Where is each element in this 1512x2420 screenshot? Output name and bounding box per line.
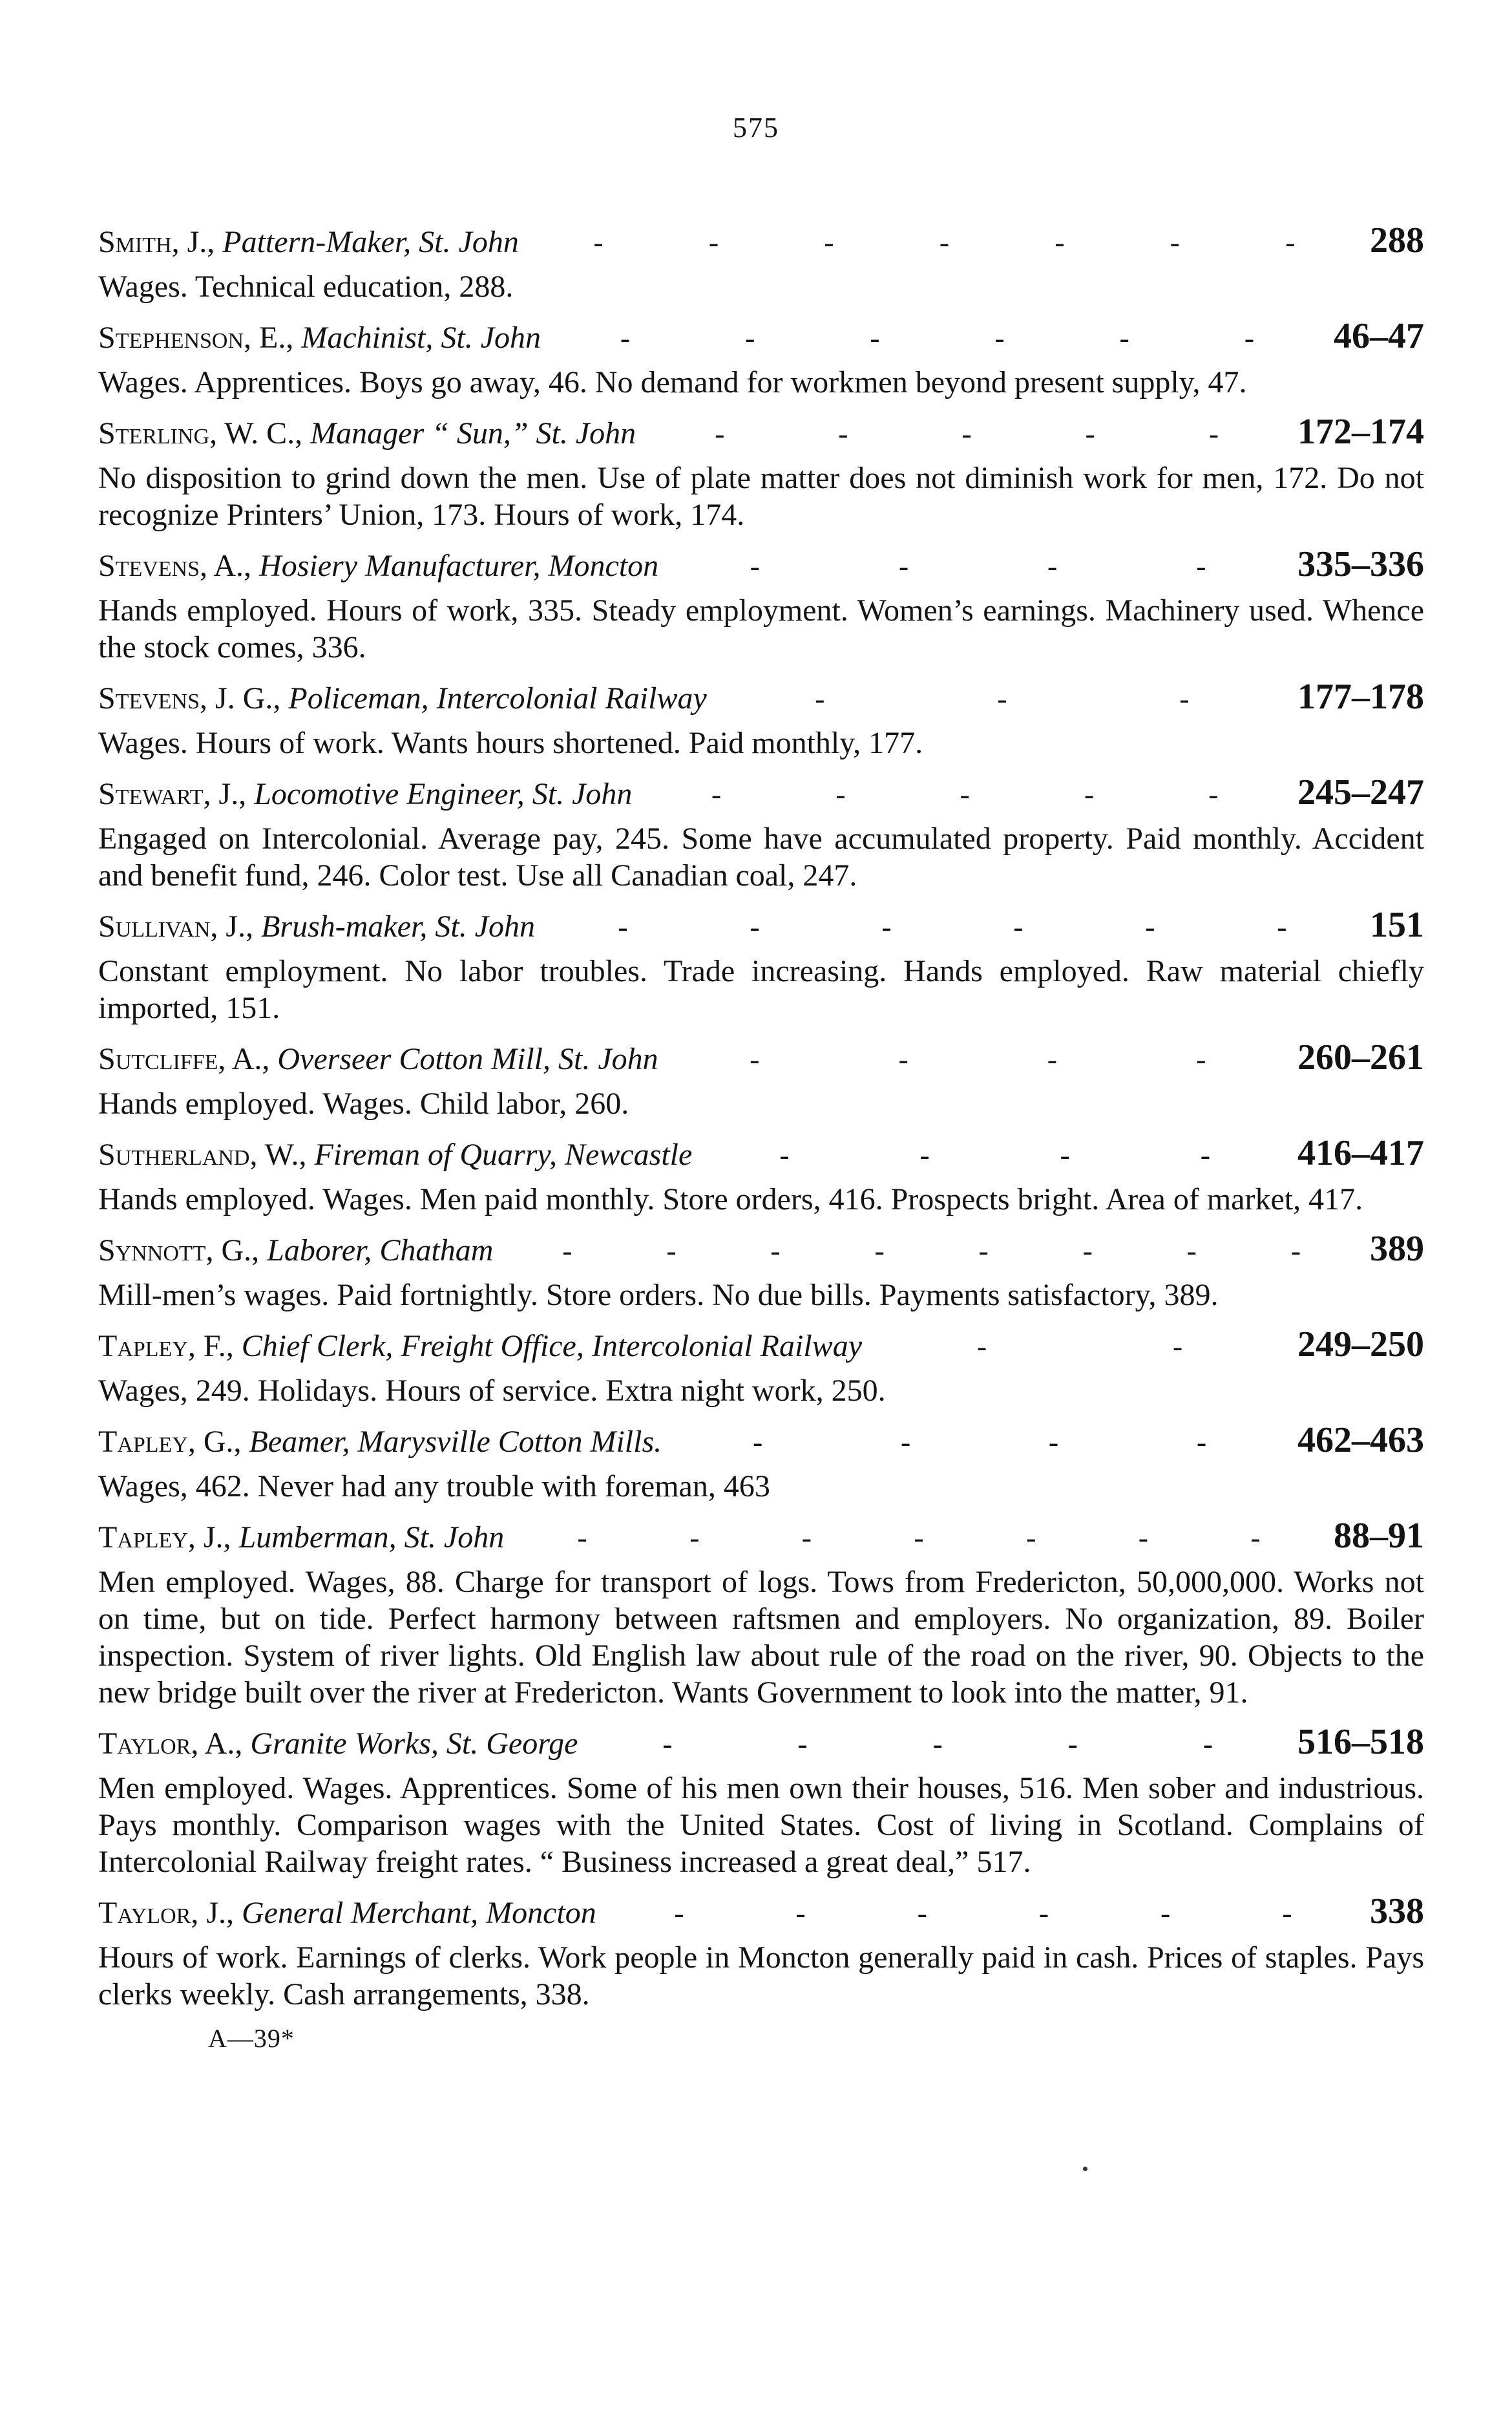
index-entry xyxy=(98,1324,1424,1409)
entry-heading xyxy=(98,904,1424,953)
leader-dashes: - - - xyxy=(815,682,1190,715)
entry-surname: Synnott xyxy=(98,1233,206,1268)
entry-initials: , J., xyxy=(210,909,262,944)
index-entry xyxy=(98,1891,1424,2013)
index-entry xyxy=(98,904,1424,1026)
leader-dashes: - - - - - - xyxy=(620,321,1255,354)
leader-dashes: - - - - xyxy=(750,549,1206,582)
index-entry xyxy=(98,1037,1424,1122)
leader-dashes: - - - - - - - - xyxy=(562,1234,1301,1267)
entry-surname: Smith xyxy=(98,225,172,259)
entry-initials: , A., xyxy=(200,549,260,583)
entry-pages: 462–463 xyxy=(1297,1420,1424,1460)
index-entry xyxy=(98,772,1424,894)
entry-initials: , J., xyxy=(191,1896,242,1930)
entry-text: Constant employment. No labor troubles. Trade increasing. Hands employed. Raw material chiefly imported, 151. xyxy=(98,954,1424,1025)
entry-occupation: Locomotive Engineer, St. John xyxy=(254,777,633,811)
entry-surname: Taylor xyxy=(98,1896,191,1930)
entry-text: Wages. Apprentices. Boys go away, 46. No demand for workmen beyond present supply, 47. xyxy=(98,365,1247,399)
entry-heading xyxy=(98,1228,1424,1277)
index-entry xyxy=(98,1419,1424,1505)
entry-occupation: General Merchant, Moncton xyxy=(242,1896,596,1930)
page-number: 575 xyxy=(733,112,779,143)
leader-dashes: - - - - - - xyxy=(618,910,1287,943)
entry-initials: , W. C., xyxy=(209,416,311,451)
index-entry xyxy=(98,1515,1424,1711)
entry-text: Hands employed. Wages. Men paid monthly. Store orders, 416. Prospects bright. Area of market, 417. xyxy=(98,1182,1363,1216)
entry-pages: 46–47 xyxy=(1334,316,1424,356)
leader-dashes: - - - - - xyxy=(715,417,1219,450)
entry-text: Wages, 462. Never had any trouble with foreman, 463 xyxy=(98,1469,770,1503)
entry-pages: 249–250 xyxy=(1297,1324,1424,1364)
entry-heading xyxy=(98,1324,1424,1372)
entry-pages: 172–174 xyxy=(1297,412,1424,452)
entry-initials: , G., xyxy=(205,1233,268,1268)
index-entry xyxy=(98,1228,1424,1313)
entry-heading xyxy=(98,772,1424,820)
entry-initials: , W., xyxy=(249,1138,315,1172)
entry-text: Hands employed. Wages. Child labor, 260. xyxy=(98,1087,629,1121)
entry-text: Mill-men’s wages. Paid fortnightly. Store orders. No due bills. Payments satisfactory, 389. xyxy=(98,1278,1219,1312)
entry-initials: , J., xyxy=(187,1520,239,1555)
leader-dashes: - - - - - - - xyxy=(593,226,1296,259)
entry-surname: Taylor xyxy=(98,1726,191,1761)
entry-surname: Stevens xyxy=(98,549,200,583)
entry-heading xyxy=(98,676,1424,725)
entry-surname: Tapley xyxy=(98,1425,188,1459)
leader-dashes: - - xyxy=(976,1330,1183,1363)
leader-dashes: - - - - - xyxy=(711,778,1219,811)
entry-pages: 335–336 xyxy=(1297,544,1424,584)
index-entry xyxy=(98,220,1424,305)
index-entry xyxy=(98,544,1424,666)
entry-initials: , F., xyxy=(187,1329,242,1363)
entry-pages: 389 xyxy=(1370,1229,1424,1269)
entry-heading xyxy=(98,1132,1424,1181)
entry-heading xyxy=(98,1721,1424,1770)
entry-occupation: Pattern-Maker, St. John xyxy=(222,225,519,259)
entry-heading xyxy=(98,1891,1424,1939)
entry-occupation: Overseer Cotton Mill, St. John xyxy=(277,1042,658,1076)
index-entry xyxy=(98,1721,1424,1880)
entry-initials: , G., xyxy=(187,1425,249,1459)
entry-text: Hands employed. Hours of work, 335. Steady employment. Women’s earnings. Machinery used. Whence the stock comes, 336. xyxy=(98,593,1424,664)
index-entry xyxy=(98,676,1424,761)
entry-pages: 151 xyxy=(1370,905,1424,945)
leader-dashes: - - - - - - - xyxy=(577,1521,1261,1554)
entry-name xyxy=(98,224,519,260)
entry-heading xyxy=(98,1037,1424,1085)
entry-name xyxy=(98,1041,658,1077)
entry-text: Men employed. Wages. Apprentices. Some of his men own their houses, 516. Men sober and industrious. Pays monthly. Comparison wages with the United States. Cost of living in Scotland. Complains of Intercolonial Railway freight rates. “ Business increased a great deal,” 517. xyxy=(98,1771,1424,1879)
entry-text: Wages, 249. Holidays. Hours of service. Extra night work, 250. xyxy=(98,1374,886,1408)
index-entry xyxy=(98,411,1424,533)
entry-initials: , A., xyxy=(191,1726,251,1761)
entry-heading xyxy=(98,315,1424,364)
leader-dashes: - - - - - xyxy=(662,1727,1213,1760)
entry-occupation: Granite Works, St. George xyxy=(250,1726,578,1761)
entry-pages: 260–261 xyxy=(1297,1037,1424,1077)
entry-text: Hours of work. Earnings of clerks. Work people in Moncton generally paid in cash. Prices of staples. Pays clerks weekly. Cash arrangements, 338. xyxy=(98,1940,1424,2011)
entry-initials: , J., xyxy=(203,777,255,811)
entry-text: Wages. Technical education, 288. xyxy=(98,270,514,304)
entry-pages: 88–91 xyxy=(1334,1516,1424,1556)
entry-name xyxy=(98,681,707,716)
leader-dashes: - - - - xyxy=(750,1043,1206,1076)
entry-surname: Sutcliffe xyxy=(98,1042,218,1076)
entry-occupation: Fireman of Quarry, Newcastle xyxy=(314,1138,693,1172)
entry-text: Men employed. Wages, 88. Charge for transport of logs. Tows from Fredericton, 50,000,000. Works not on time, but on tide. Perfect harmony between raftsmen and employers. No organization, 89. Boiler inspection. System of river lights. Old English law about rule of the road on the river, 90. Objects to the new bridge built over the river at Fredericton. Wants Government to look into the matter, 91. xyxy=(98,1565,1424,1710)
stray-dot xyxy=(1083,2167,1087,2171)
entry-surname: Sutherland xyxy=(98,1138,250,1172)
entry-name xyxy=(98,1424,662,1459)
entry-occupation: Beamer, Marysville Cotton Mills. xyxy=(249,1425,662,1459)
entry-surname: Stewart xyxy=(98,777,204,811)
entry-occupation: Hosiery Manufacturer, Moncton xyxy=(259,549,659,583)
entry-heading xyxy=(98,411,1424,460)
entry-name xyxy=(98,1328,862,1364)
entry-surname: Tapley xyxy=(98,1329,188,1363)
entry-pages: 177–178 xyxy=(1297,677,1424,717)
leader-dashes: - - - - xyxy=(752,1425,1207,1458)
entry-occupation: Lumberman, St. John xyxy=(238,1520,505,1555)
entry-pages: 416–417 xyxy=(1297,1133,1424,1173)
entry-surname: Tapley xyxy=(98,1520,188,1555)
entry-text: Engaged on Intercolonial. Average pay, 245. Some have accumulated property. Paid monthly. Accident and benefit fund, 246. Color test. Use all Canadian coal, 247. xyxy=(98,822,1424,893)
entry-pages: 288 xyxy=(1370,220,1424,260)
entry-occupation: Brush-maker, St. John xyxy=(261,909,536,944)
entry-name xyxy=(98,548,658,584)
entry-occupation: Manager “ Sun,” St. John xyxy=(310,416,636,451)
entry-initials: , J. G., xyxy=(200,681,289,716)
entry-name xyxy=(98,1233,493,1268)
entry-text: No disposition to grind down the men. Use of plate matter does not diminish work for men, 172. Do not recognize Printers’ Union, 173. Hours of work, 174. xyxy=(98,461,1424,532)
signature-mark: A—39* xyxy=(208,2024,295,2053)
entry-heading xyxy=(98,1515,1424,1564)
entry-initials: , E., xyxy=(244,321,302,355)
entry-surname: Stevens xyxy=(98,681,200,716)
entry-name xyxy=(98,909,535,944)
entry-heading xyxy=(98,544,1424,592)
entry-surname: Sterling xyxy=(98,416,210,451)
entry-occupation: Policeman, Intercolonial Railway xyxy=(288,681,707,716)
entry-name xyxy=(98,416,636,451)
entry-surname: Sullivan xyxy=(98,909,211,944)
index-entry xyxy=(98,1132,1424,1218)
index-entry xyxy=(98,315,1424,401)
leader-dashes: - - - - xyxy=(779,1138,1211,1171)
entry-occupation: Laborer, Chatham xyxy=(267,1233,494,1268)
entry-name xyxy=(98,1895,596,1931)
entry-pages: 516–518 xyxy=(1297,1722,1424,1762)
entry-initials: , A., xyxy=(218,1042,278,1076)
index-entries xyxy=(98,220,1424,2054)
entry-heading xyxy=(98,1419,1424,1468)
entry-pages: 245–247 xyxy=(1297,772,1424,812)
entry-heading xyxy=(98,220,1424,268)
entry-name xyxy=(98,776,632,812)
entry-occupation: Chief Clerk, Freight Office, Intercolonial Railway xyxy=(241,1329,862,1363)
entry-surname: Stephenson xyxy=(98,321,244,355)
entry-occupation: Machinist, St. John xyxy=(301,321,541,355)
entry-text: Wages. Hours of work. Wants hours shortened. Paid monthly, 177. xyxy=(98,726,923,760)
entry-name xyxy=(98,1137,692,1173)
entry-name xyxy=(98,1726,578,1761)
entry-name xyxy=(98,320,541,356)
entry-initials: , J., xyxy=(171,225,223,259)
leader-dashes: - - - - - - xyxy=(674,1896,1292,1929)
entry-pages: 338 xyxy=(1370,1891,1424,1931)
entry-name xyxy=(98,1520,504,1555)
